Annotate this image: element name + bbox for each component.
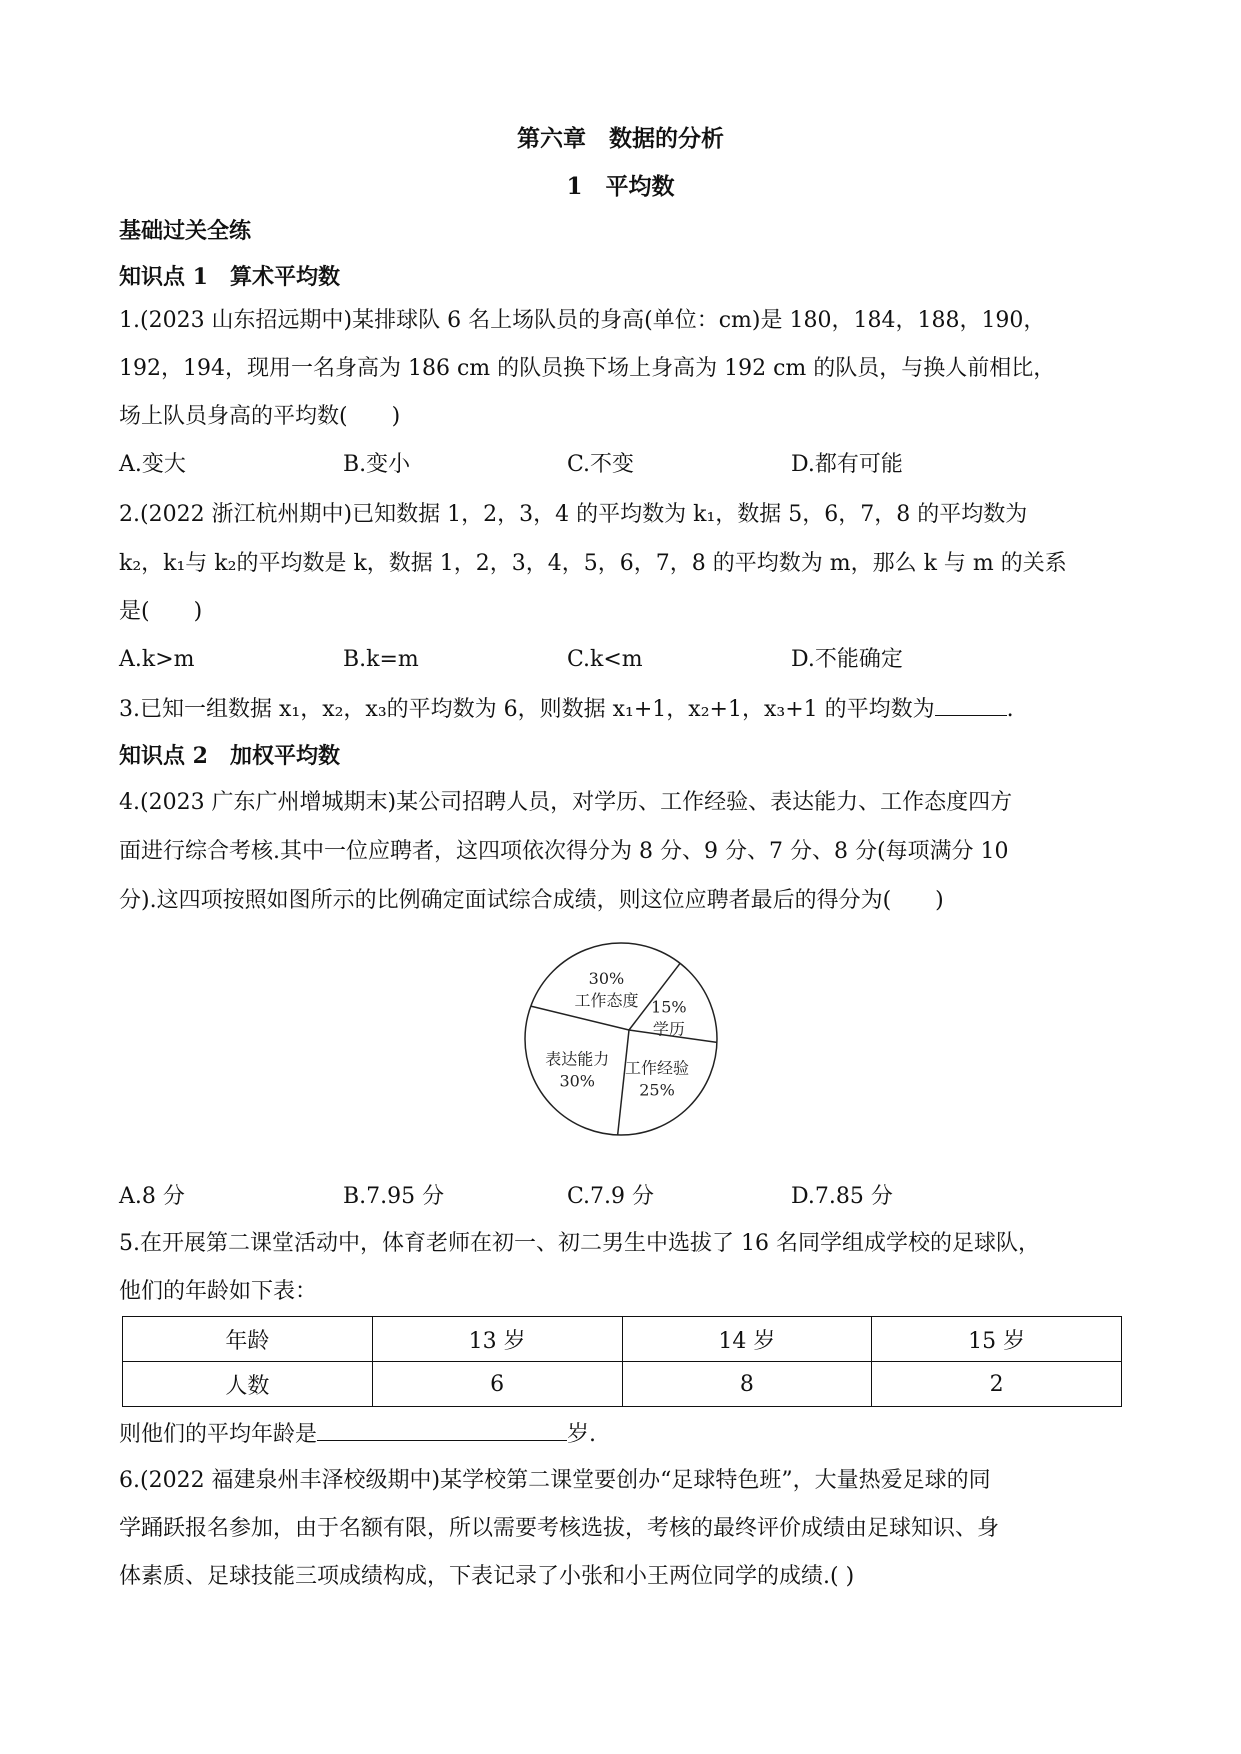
- question-6-line-2: 学踊跃报名参加，由于名额有限，所以需要考核选拔，考核的最终评价成绩由足球知识、身: [119, 1516, 1000, 1541]
- question-3: [119, 693, 1014, 725]
- question-6-line-3: 体素质、足球技能三项成绩构成，下表记录了小张和小王两位同学的成绩.( ): [119, 1564, 855, 1589]
- chapter-title: 第六章 数据的分析: [517, 125, 724, 152]
- question-1-option-c: C.不变: [567, 452, 635, 477]
- question-1-option-a: A.变大: [119, 452, 186, 477]
- question-5-line-1: 5.在开展第二课堂活动中，体育老师在初一、初二男生中选拔了 16 名同学组成学校的足球队，: [119, 1231, 1040, 1256]
- table-row: [123, 1362, 1122, 1407]
- knowledge-point-2-heading: 知识点 2 加权平均数: [119, 743, 340, 769]
- question-5-answer-blank[interactable]: [317, 1418, 567, 1441]
- practice-heading: 基础过关全练: [119, 218, 252, 244]
- question-4-option-d: D.7.85 分: [791, 1184, 893, 1209]
- question-4-line-2: 面进行综合考核.其中一位应聘者，这四项依次得分为 8 分、9 分、7 分、8 分(每项满分 10: [119, 839, 1009, 864]
- question-1-option-d: D.都有可能: [791, 452, 903, 477]
- question-4-option-b: B.7.95 分: [343, 1184, 445, 1209]
- table-cell: 13 岁: [372, 1317, 622, 1362]
- question-2-option-a: A.k>m: [119, 647, 195, 672]
- pie-divider-3: [618, 1030, 629, 1135]
- question-3-answer-blank[interactable]: [935, 693, 1007, 716]
- age-table: [122, 1316, 1122, 1407]
- pie-label-2-1: 25%: [639, 1080, 675, 1100]
- pie-chart: [508, 926, 734, 1152]
- question-5-answer-prefix: 则他们的平均年龄是: [119, 1422, 318, 1447]
- pie-label-2-0: 工作经验: [625, 1058, 690, 1078]
- question-2-option-c: C.k<m: [567, 647, 643, 672]
- question-4-option-a: A.8 分: [119, 1184, 185, 1209]
- question-5-answer-line: [119, 1418, 596, 1450]
- question-6-line-1: 6.(2022 福建泉州丰泽校级期中)某学校第二课堂要创办“足球特色班”，大量热爱足球的同: [119, 1468, 991, 1493]
- table-cell: 2: [872, 1362, 1122, 1407]
- pie-label-1-1: 学历: [652, 1019, 685, 1039]
- pie-label-0-0: 30%: [588, 969, 625, 989]
- table-cell: 14 岁: [622, 1317, 872, 1362]
- table-cell: 年龄: [123, 1317, 373, 1362]
- question-2-line-2: k₂，k₁与 k₂的平均数是 k，数据 1，2，3，4，5，6，7，8 的平均数为 m，那么 k 与 m 的关系: [119, 551, 1067, 576]
- question-5-answer-suffix: 岁.: [567, 1422, 597, 1447]
- question-2-line-3: 是( ): [119, 599, 203, 624]
- question-3-text: 3.已知一组数据 x₁，x₂，x₃的平均数为 6，则数据 x₁+1，x₂+1，x₃+1 的平均数为: [119, 697, 935, 722]
- pie-label-1-0: 15%: [651, 997, 687, 1017]
- table-cell: 人数: [123, 1362, 373, 1407]
- question-4-line-1: 4.(2023 广东广州增城期末)某公司招聘人员，对学历、工作经验、表达能力、工作态度四方: [119, 790, 1013, 815]
- knowledge-point-1-heading: 知识点 1 算术平均数: [119, 264, 340, 290]
- table-cell: 15 岁: [872, 1317, 1122, 1362]
- table-cell: 8: [622, 1362, 872, 1407]
- pie-label-3-1: 30%: [559, 1071, 596, 1091]
- table-row: [123, 1317, 1122, 1362]
- section-title: 1 平均数: [566, 173, 675, 200]
- question-1-option-b: B.变小: [343, 452, 411, 477]
- question-2-option-d: D.不能确定: [791, 647, 903, 672]
- question-5-line-2: 他们的年龄如下表：: [119, 1279, 318, 1304]
- question-1-line-1: 1.(2023 山东招远期中)某排球队 6 名上场队员的身高(单位：cm)是 180，184，188，190，: [119, 308, 1046, 333]
- table-cell: 6: [372, 1362, 622, 1407]
- question-3-end: .: [1006, 697, 1014, 722]
- question-1-line-2: 192，194，现用一名身高为 186 cm 的队员换下场上身高为 192 cm 的队员，与换人前相比，: [119, 356, 1056, 381]
- question-2-line-1: 2.(2022 浙江杭州期中)已知数据 1，2，3，4 的平均数为 k₁，数据 5，6，7，8 的平均数为: [119, 502, 1028, 527]
- pie-label-3-0: 表达能力: [545, 1049, 610, 1069]
- pie-label-0-1: 工作态度: [574, 991, 639, 1011]
- question-2-option-b: B.k=m: [343, 647, 419, 672]
- question-4-option-c: C.7.9 分: [567, 1184, 655, 1209]
- question-1-line-3: 场上队员身高的平均数( ): [119, 404, 401, 429]
- question-4-line-3: 分).这四项按照如图所示的比例确定面试综合成绩，则这位应聘者最后的得分为( ): [119, 888, 944, 913]
